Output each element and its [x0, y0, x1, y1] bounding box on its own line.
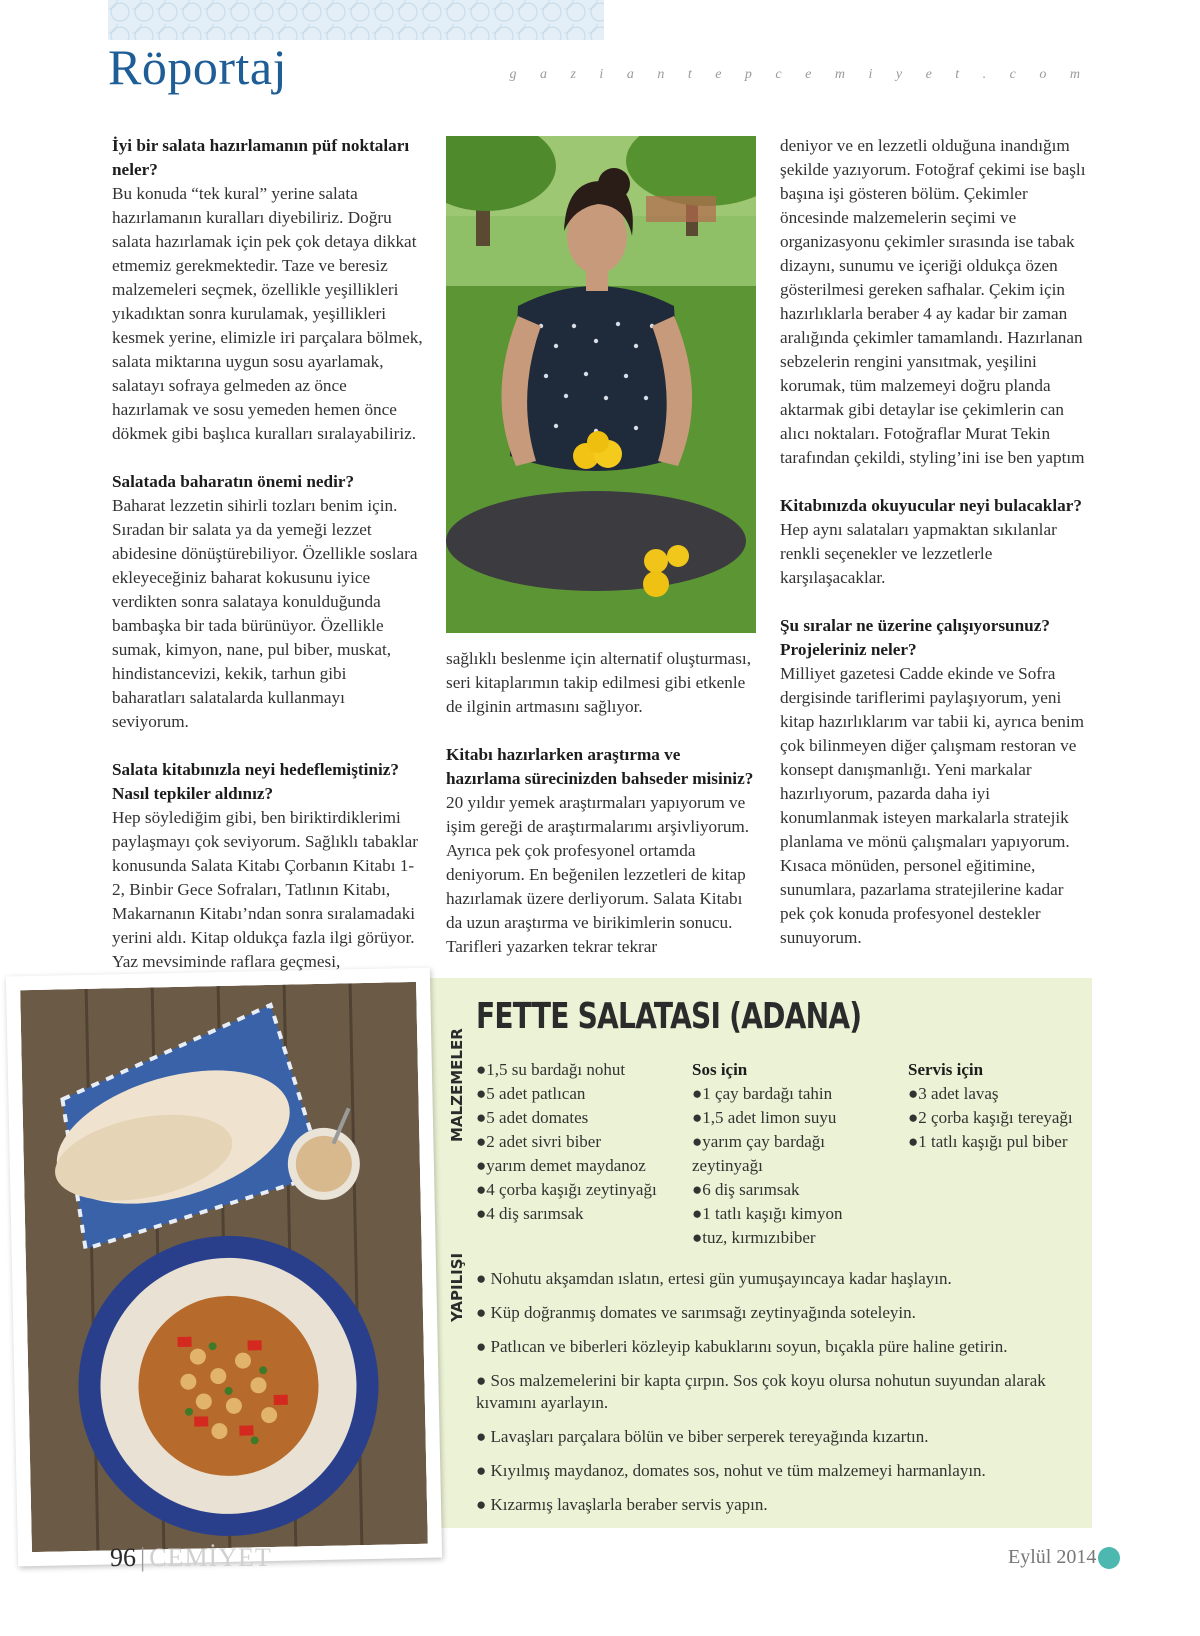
ingredient-item: ●yarım demet maydanoz — [476, 1156, 646, 1175]
recipe-title: FETTE SALATASI (ADANA) — [476, 996, 862, 1037]
food-illustration — [20, 982, 428, 1552]
article-column-3 — [780, 134, 1092, 974]
page-number: 96 — [110, 1543, 136, 1572]
section-title: Röportaj — [108, 39, 287, 95]
article-column-1 — [112, 134, 424, 998]
answer: Baharat lezzetin sihirli tozları benim için. Sıradan bir salata ya da yemeği lezzet abidesine dönüştürebiliyor. Özellikle soslara ekleyeceğiniz baharat kokusunu iyice verdikten sonra salataya konulduğunda bambaşka bir tada bürünüyor. Özellikle sumak, kimyon, nane, pul biber, muskat, hindistancevizi, kekik, tarhun gibi baharatları salatalarda kullanmayı seviyorum. — [112, 496, 418, 731]
ingredients-main — [476, 1058, 686, 1226]
question: İyi bir salata hazırlamanın püf noktaları neler? — [112, 136, 410, 179]
ingredient-item: ●1,5 su bardağı nohut — [476, 1060, 626, 1079]
answer: Hep aynı salataları yapmaktan sıkılanlar renkli seçenekler ve lezzetlerle karşılaşacaklar. — [780, 520, 1057, 587]
ingredient-item: ●1 çay bardağı tahin — [692, 1084, 833, 1103]
answer: deniyor ve en lezzetli olduğuna inandığım şekilde yazıyorum. Fotoğraf çekimi ise başlı başına işi gösteren bölüm. Çekimler öncesinde malzemelerin seçimi ve organizasyonu çekimler sırasında ise tabak dizaynı, sunumu ve içeriği oldukça özen gösterilmesi gereken safhalar. Çekim için hazırlıklarla beraber 4 ay kadar bir zaman aralığında çekimler tamamlandı. Hazırlanan sebzelerin rengini yansıtmak, yeşilini korumak, tüm malzemeyi doğru planda aktarmak gibi detaylar ise çekimlerin can alıcı noktaları. Fotoğraflar Murat Tekin tarafından çekildi, styling’ini ise ben yaptım — [780, 136, 1086, 467]
ingredient-item: ●1,5 adet limon suyu — [692, 1108, 837, 1127]
ingredient-item: ●yarım çay bardağı zeytinyağı — [692, 1132, 825, 1175]
recipe-step: ● Küp doğranmış domates ve sarımsağı zeytinyağında soteleyin. — [476, 1303, 916, 1322]
ingredient-item: ●3 adet lavaş — [908, 1084, 999, 1103]
recipe-steps — [476, 1268, 1056, 1528]
question: Salata kitabınızla neyi hedeflemiştiniz? Nasıl tepkiler aldınız? — [112, 760, 399, 803]
recipe-step: ● Patlıcan ve biberleri közleyip kabuklarını soyun, bıçakla püre haline getirin. — [476, 1337, 1008, 1356]
header-pattern — [108, 0, 604, 40]
ingredient-item: ●5 adet patlıcan — [476, 1084, 586, 1103]
ingredient-item: ●2 çorba kaşığı tereyağı — [908, 1108, 1073, 1127]
qa-block — [112, 470, 424, 734]
answer: Milliyet gazetesi Cadde ekinde ve Sofra dergisinde tariflerimi paylaşıyorum, yeni kitap hazırlıklarım var tabii ki, ayrıca benim çok bilinmeyen diğer çalışmam restoran ve konsept danışmanlığı. Yeni markalar hazırlıyorum, pazarda daha iyi konumlanmak isteyen markalarla stratejik planlama ve mönü çalışmaları yapıyorum. Kısaca mönüden, personel eğitimine, sunumlara, pazarlama stratejilerine kadar pek çok konuda profesyonel destekler sunuyorum. — [780, 664, 1085, 947]
issue-date: Eylül 2014 — [1008, 1546, 1097, 1568]
serving-heading: Servis için — [908, 1060, 984, 1079]
site-url: g a z i a n t e p c e m i y e t . c o m — [509, 67, 1090, 82]
portrait-illustration — [446, 136, 756, 633]
recipe-step: ● Sos malzemelerini bir kapta çırpın. Sos çok koyu olursa nohutun suyundan alarak kıvamını ayarlayın. — [476, 1371, 1046, 1412]
qa-block — [780, 614, 1092, 950]
recipe-step: ● Kıyılmış maydanoz, domates sos, nohut ve tüm malzemeyi harmanlayın. — [476, 1461, 986, 1480]
qa-block — [112, 758, 424, 974]
sauce-heading: Sos için — [692, 1060, 748, 1079]
ingredient-item: ●2 adet sivri biber — [476, 1132, 601, 1151]
qa-block — [112, 134, 424, 446]
question: Şu sıralar ne üzerine çalışıyorsunuz? Projeleriniz neler? — [780, 616, 1050, 659]
footer-dot-icon — [1098, 1547, 1120, 1569]
page-footer-left — [110, 1543, 272, 1573]
answer: 20 yıldır yemek araştırmaları yapıyorum ve işim gereği de araştırmalarımı arşivliyorum. Ayrıca pek çok profesyonel ortamda deniyorum. En beğenilen lezzetleri de kitap hazırlamak üzere derliyorum. Salata Kitabı da uzun araştırma ve birikimlerin sonucu. Tarifleri yazarken tekrar tekrar — [446, 793, 750, 956]
ingredient-item: ●5 adet domates — [476, 1108, 589, 1127]
ingredient-item: ●1 tatlı kaşığı pul biber — [908, 1132, 1068, 1151]
portrait-photo — [446, 136, 756, 633]
answer: Hep söylediğim gibi, ben biriktirdiklerimi paylaşmayı çok seviyorum. Sağlıklı tabaklar konusunda Salata Kitabı Çorbanın Kitabı 1- 2, Binbir Gece Sofraları, Tatlının Kitabı, Makarnanın Kitabı’ndan sonra sıralamadaki yerini aldı. Kitap oldukça fazla ilgi görüyor. Yaz mevsiminde raflara geçmesi, — [112, 808, 418, 971]
magazine-name: CEMİYET — [149, 1543, 272, 1572]
qa-block — [780, 134, 1092, 470]
answer: sağlıklı beslenme için alternatif oluşturması, seri kitaplarımın takip edilmesi gibi etkenle de ilginin artmasını sağlıyor. — [446, 649, 752, 716]
ingredient-item: ●1 tatlı kaşığı kimyon — [692, 1204, 843, 1223]
recipe-step: ● Nohutu akşamdan ıslatın, ertesi gün yumuşayıncaya kadar haşlayın. — [476, 1269, 952, 1288]
question: Kitabınızda okuyucular neyi bulacaklar? — [780, 496, 1082, 515]
recipe-step: ● Kızarmış lavaşlarla beraber servis yapın. — [476, 1495, 768, 1514]
method-label: YAPILIŞI — [448, 1252, 466, 1322]
recipe-step: ● Lavaşları parçalara bölün ve biber serperek tereyağında kızartın. — [476, 1427, 929, 1446]
ingredient-item: ●tuz, kırmızıbiber — [692, 1228, 816, 1247]
ingredients-label: MALZEMELER — [448, 1028, 466, 1142]
footer-separator: | — [140, 1543, 146, 1572]
ingredient-item: ●4 çorba kaşığı zeytinyağı — [476, 1180, 657, 1199]
food-photo — [6, 968, 442, 1567]
ingredients-serving — [908, 1058, 1098, 1154]
ingredient-item: ●6 diş sarımsak — [692, 1180, 800, 1199]
article-column-2 — [446, 647, 756, 983]
ingredient-item: ●4 diş sarımsak — [476, 1204, 584, 1223]
question: Kitabı hazırlarken araştırma ve hazırlama sürecinizden bahseder misiniz? — [446, 745, 754, 788]
qa-block — [446, 647, 756, 719]
qa-block — [780, 494, 1092, 590]
answer: Bu konuda “tek kural” yerine salata hazırlamanın kuralları diyebiliriz. Doğru salata hazırlamak için pek çok detaya dikkat etmemiz gerekmektedir. Taze ve beresiz malzemeleri seçmek, özellikle yeşillikleri yıkadıktan sonra kurulamak, yeşillikleri kesmek yerine, elimizle iri parçalara bölmek, salata miktarına uygun sosu ayarlamak, salatayı sofraya gelmeden az önce hazırlamak ve sosu yemeden hemen önce dökmek gibi başlıca kuralları sıralayabiliriz. — [112, 184, 423, 443]
question: Salatada baharatın önemi nedir? — [112, 472, 355, 491]
ingredients-sauce — [692, 1058, 892, 1250]
qa-block — [446, 743, 756, 959]
